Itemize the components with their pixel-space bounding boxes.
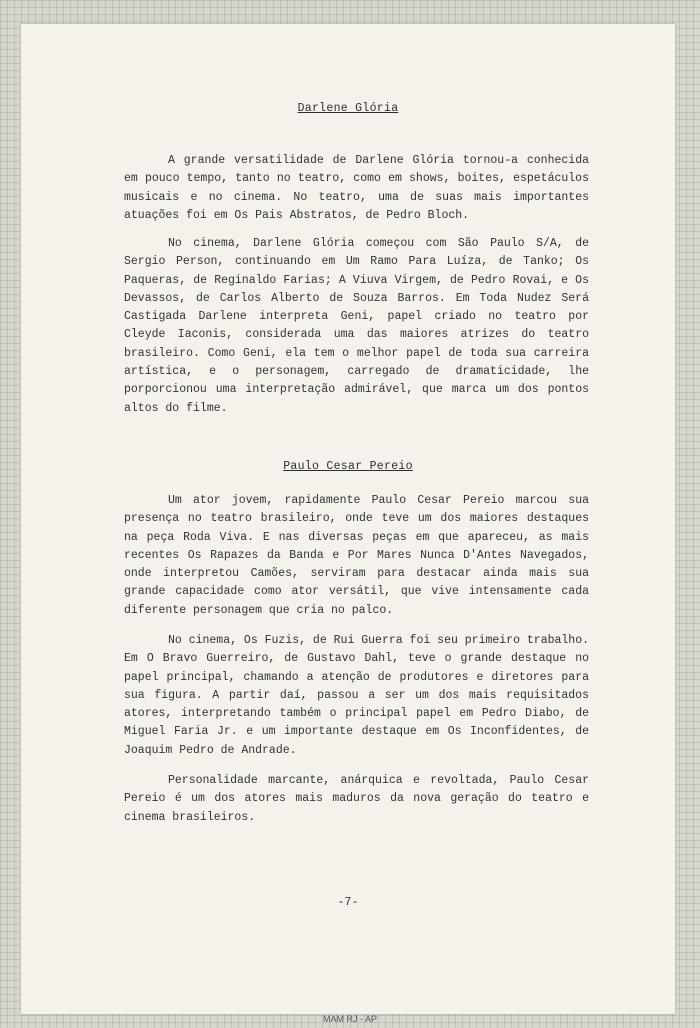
page-number: -7- <box>337 896 359 909</box>
section-title-pereio: Paulo Cesar Pereio <box>283 460 413 473</box>
paragraph-pereio-3: Personalidade marcante, anárquica e revoltada, Paulo Cesar Pereio é um dos atores mais maduros da nova geração do teatro e cinema brasileiros. <box>124 774 589 824</box>
paragraph-darlene-1: A grande versatilidade de Darlene Glória tornou-a conhecida em pouco tempo, tanto no teatro, como em shows, boites, espetáculos musicais e no cinema. No teatro, uma de suas mais importantes atuações foi em Os Pais Abstratos, de Pedro Bloch. <box>124 154 589 222</box>
section-title-darlene: Darlene Glória <box>297 102 399 115</box>
paragraph-darlene-2: No cinema, Darlene Glória começou com São Paulo S/A, de Sergio Person, continuando em Um Ramo Para Luíza, de Tanko; Os Paqueras, de Reginaldo Farias; A Viuva Virgem, de Pedro Rovai, e Os Devassos, de Carlos Alberto de Souza Barros. Em Toda Nudez Será Castigada Darlene interpreta Geni, papel criado no teatro por Cleyde Iaconis, considerada uma das maiores atrizes do teatro brasileiro. Como Geni, ela tem o melhor papel de toda sua carreira artística, e o personagem, carregado de dramaticidade, lhe porporcionou uma interpretação admirável, que marca um dos pontos altos do filme. <box>124 237 589 415</box>
document-page <box>21 24 675 1014</box>
paragraph-pereio-2: No cinema, Os Fuzis, de Rui Guerra foi seu primeiro trabalho. Em O Bravo Guerreiro, de Gustavo Dahl, teve o grande destaque no papel principal, chamando a atenção de produtores e diretores para sua figura. A partir daí, passou a ser um dos mais requisitados atores, interpretando também o principal papel em Pedro Diabo, de Miguel Faria Jr. e um importante destaque em Os Inconfidentes, de Joaquim Pedro de Andrade. <box>124 634 589 757</box>
paragraph-pereio-1: Um ator jovem, rapidamente Paulo Cesar Pereio marcou sua presença no teatro brasileiro, onde teve um dos maiores destaques na peça Roda Viva. E nas diversas peças em que apareceu, as mais recentes Os Rapazes da Banda e Por Mares Nunca D'Antes Navegados, onde interpretou Camões, serviram para destacar ainda mais sua grande capacidade como ator versátil, que vive intensamente cada diferente personagem que cria no palco. <box>124 494 589 617</box>
archive-footer: MAM RJ - AP <box>322 1014 377 1024</box>
